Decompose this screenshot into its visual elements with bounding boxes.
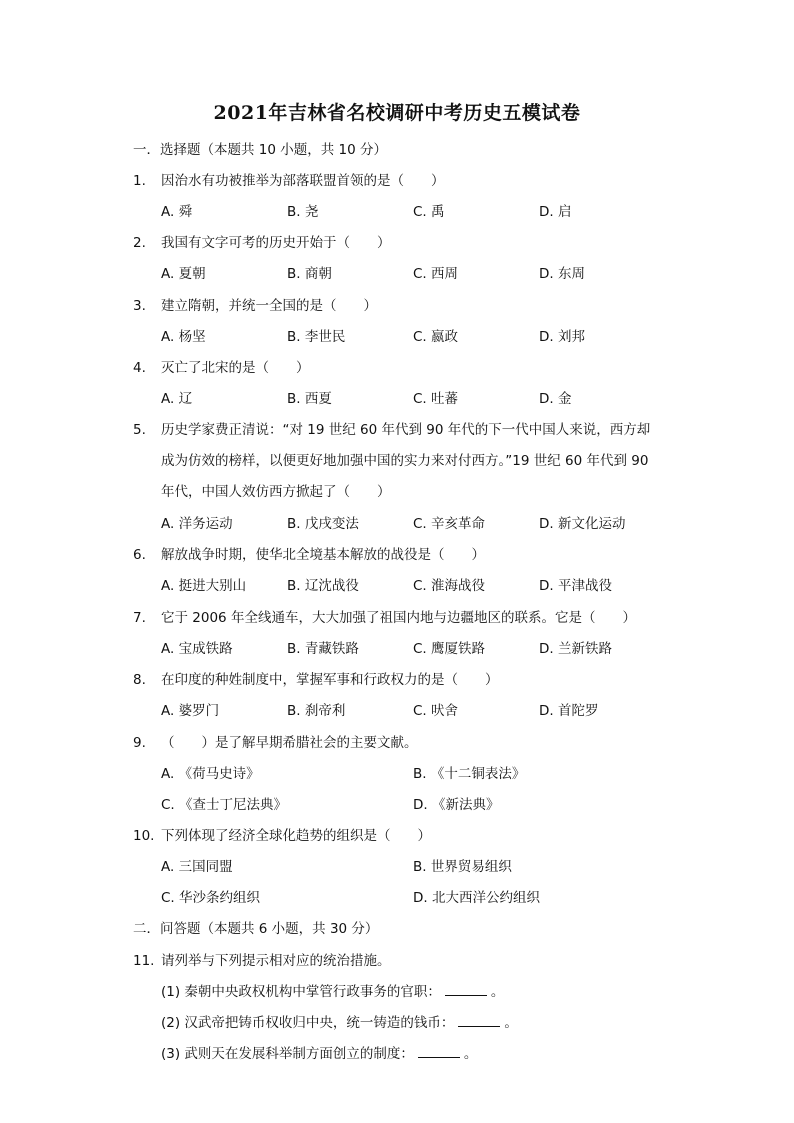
option-a: A. 《荷马史诗》 xyxy=(161,766,260,782)
sub-question-end: 。 xyxy=(463,1046,478,1062)
option-d: D. 刘邦 xyxy=(539,329,585,345)
option-d: D. 平津战役 xyxy=(539,578,612,594)
question-text: 我国有文字可考的历史开始于（ ） xyxy=(161,235,391,251)
option-b: B. 李世民 xyxy=(287,329,346,345)
option-c: C. 辛亥革命 xyxy=(413,516,486,532)
question-text: 建立隋朝，并统一全国的是（ ） xyxy=(161,298,377,314)
question-text: 年代，中国人效仿西方掀起了（ ） xyxy=(161,484,391,500)
question-text: 成为仿效的榜样，以便更好地加强中国的实力来对付西方。”19 世纪 60 年代到 90 xyxy=(161,453,649,469)
option-b: B. 青藏铁路 xyxy=(287,641,359,657)
sub-question-text: (1) 秦朝中央政权机构中掌管行政事务的官职： xyxy=(161,984,441,1000)
option-d: D. 兰新铁路 xyxy=(539,641,612,657)
sub-question-text: (3) 武则天在发展科举制方面创立的制度： xyxy=(161,1046,414,1062)
option-b: B. 世界贸易组织 xyxy=(413,859,512,875)
option-c: C. 华沙条约组织 xyxy=(161,890,261,906)
option-c: C. 嬴政 xyxy=(413,329,459,345)
option-a: A. 三国同盟 xyxy=(161,859,233,875)
question-text: 它于 2006 年全线通车，大大加强了祖国内地与边疆地区的联系。它是（ ） xyxy=(161,610,636,626)
option-a: A. 婆罗门 xyxy=(161,703,220,719)
question-number: 10. xyxy=(133,828,155,844)
option-b: B. 《十二铜表法》 xyxy=(413,766,526,782)
question-number: 2. xyxy=(133,235,146,251)
sub-question xyxy=(161,983,504,1001)
answer-blank[interactable] xyxy=(445,983,487,996)
answer-blank[interactable] xyxy=(418,1045,460,1058)
option-d: D. 东周 xyxy=(539,266,585,282)
option-b: B. 商朝 xyxy=(287,266,332,282)
option-c: C. 《查士丁尼法典》 xyxy=(161,797,288,813)
option-c: C. 鹰厦铁路 xyxy=(413,641,486,657)
option-b: B. 刹帝利 xyxy=(287,703,346,719)
option-c: C. 西周 xyxy=(413,266,459,282)
question-number: 3. xyxy=(133,298,146,314)
option-d: D. 新文化运动 xyxy=(539,516,626,532)
sub-question xyxy=(161,1045,477,1063)
option-a: A. 宝成铁路 xyxy=(161,641,233,657)
question-number: 11. xyxy=(133,953,155,969)
sub-question-text: (2) 汉武帝把铸币权收归中央，统一铸造的钱币： xyxy=(161,1015,455,1031)
question-number: 6. xyxy=(133,547,146,563)
option-d: D. 《新法典》 xyxy=(413,797,500,813)
option-a: A. 夏朝 xyxy=(161,266,206,282)
question-text: 在印度的种姓制度中，掌握军事和行政权力的是（ ） xyxy=(161,672,499,688)
question-number: 5. xyxy=(133,422,146,438)
option-b: B. 戊戌变法 xyxy=(287,516,359,532)
sub-question-end: 。 xyxy=(504,1015,518,1031)
option-b: B. 尧 xyxy=(287,204,319,220)
option-c: C. 禹 xyxy=(413,204,445,220)
question-number: 1. xyxy=(133,173,146,189)
question-text: 因治水有功被推举为部落联盟首领的是（ ） xyxy=(161,173,445,189)
question-text: 下列体现了经济全球化趋势的组织是（ ） xyxy=(161,828,431,844)
option-c: C. 淮海战役 xyxy=(413,578,486,594)
sub-question xyxy=(161,1014,518,1032)
section-heading-choice: 一．选择题（本题共 10 小题，共 10 分） xyxy=(133,142,388,158)
question-number: 7. xyxy=(133,610,146,626)
question-text: 解放战争时期，使华北全境基本解放的战役是（ ） xyxy=(161,547,485,563)
option-d: D. 启 xyxy=(539,204,572,220)
answer-blank[interactable] xyxy=(458,1014,500,1027)
question-number: 8. xyxy=(133,672,146,688)
option-b: B. 西夏 xyxy=(287,391,332,407)
option-c: C. 吐蕃 xyxy=(413,391,459,407)
option-b: B. 辽沈战役 xyxy=(287,578,359,594)
option-d: D. 金 xyxy=(539,391,572,407)
question-text: （ ）是了解早期希腊社会的主要文献。 xyxy=(161,735,418,751)
question-text: 请列举与下列提示相对应的统治措施。 xyxy=(161,953,391,969)
option-a: A. 辽 xyxy=(161,391,193,407)
section-heading-qa: 二．问答题（本题共 6 小题，共 30 分） xyxy=(133,921,379,937)
option-a: A. 杨坚 xyxy=(161,329,206,345)
option-a: A. 洋务运动 xyxy=(161,516,233,532)
option-d: D. 首陀罗 xyxy=(539,703,599,719)
option-c: C. 吠舍 xyxy=(413,703,459,719)
page-title: 2021年吉林省名校调研中考历史五模试卷 xyxy=(213,102,581,124)
question-text: 灭亡了北宋的是（ ） xyxy=(161,360,310,376)
option-a: A. 挺进大别山 xyxy=(161,578,247,594)
sub-question-end: 。 xyxy=(490,984,505,1000)
option-d: D. 北大西洋公约组织 xyxy=(413,890,540,906)
question-text: 历史学家费正清说：“对 19 世纪 60 年代到 90 年代的下一代中国人来说，西方却 xyxy=(161,422,651,438)
question-number: 4. xyxy=(133,360,146,376)
question-number: 9. xyxy=(133,735,146,751)
option-a: A. 舜 xyxy=(161,204,193,220)
